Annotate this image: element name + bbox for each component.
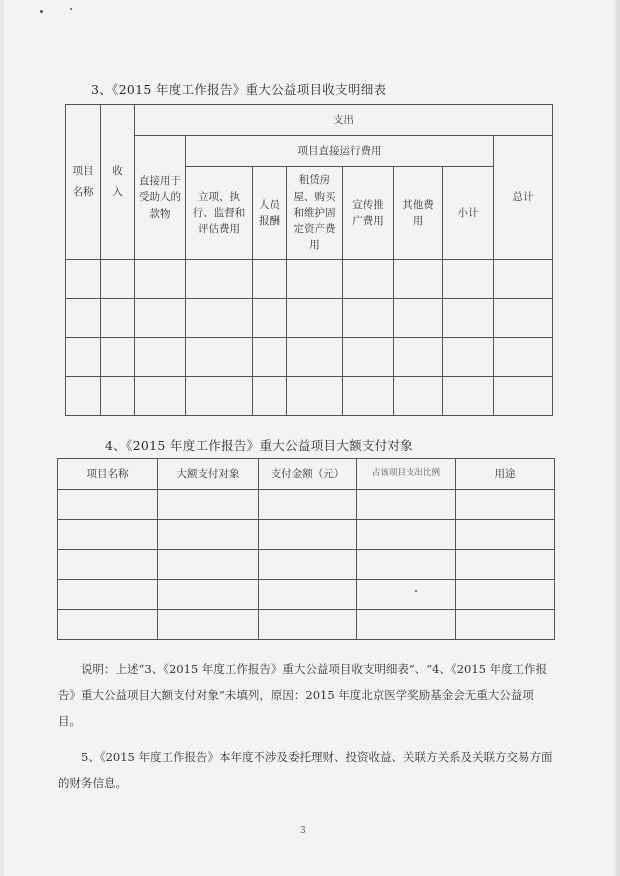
- header-running-costs: 项目直接运行费用: [186, 136, 494, 167]
- table-row: [58, 490, 555, 520]
- table-row: [58, 610, 555, 640]
- header-amount: 支付金额（元）: [259, 459, 357, 490]
- header-subtotal: 小计: [443, 167, 494, 260]
- header-setup-costs: 立项、执行、监督和评估费用: [186, 167, 253, 260]
- header-ratio: 占该项目支出比例: [357, 459, 456, 490]
- header-direct-aid: 直接用于受助人的款物: [135, 136, 186, 260]
- header-payee: 大额支付对象: [158, 459, 259, 490]
- section4-heading: 4、《2015 年度工作报告》重大公益项目大额支付对象: [105, 438, 414, 453]
- scan-edge-right: [612, 0, 620, 876]
- table-row: [66, 377, 553, 416]
- explanatory-note: 说明：上述“3、《2015 年度工作报告》重大公益项目收支明细表”、“4、《2015 年度工作报告》重大公益项目大额支付对象”未填列，原因：2015 年度北京医学奖励基金会无重大公益项目。: [58, 662, 548, 728]
- scan-edge-left: [0, 0, 4, 876]
- table-row: [66, 260, 553, 299]
- section3-heading: 3、《2015 年度工作报告》重大公益项目收支明细表: [91, 82, 387, 97]
- header-promotion: 宣传推广费用: [343, 167, 394, 260]
- section5-text: 5、《2015 年度工作报告》本年度不涉及委托理财、投资收益、关联方关系及关联方交易方面的财务信息。: [58, 750, 553, 790]
- table-row: [58, 580, 555, 610]
- header-total: 总计: [494, 136, 553, 260]
- header-other-costs: 其他费用: [394, 167, 443, 260]
- income-expense-table: [65, 104, 553, 416]
- scan-speck: [70, 8, 72, 10]
- table-row: [58, 520, 555, 550]
- header-purpose: 用途: [456, 459, 555, 490]
- table-row: [66, 299, 553, 338]
- large-payment-table: [57, 458, 555, 640]
- scan-speck: [40, 10, 43, 13]
- header-expense: 支出: [135, 105, 553, 136]
- header-project-name: 项目名称: [66, 105, 101, 260]
- table-row: [66, 338, 553, 377]
- table-row: [58, 550, 555, 580]
- header-staff-pay: 人员报酬: [253, 167, 287, 260]
- page-number: 3: [300, 826, 306, 836]
- header-income: 收入: [101, 105, 135, 260]
- header-project-name: 项目名称: [58, 459, 158, 490]
- header-rent-assets: 租赁房屋、购买和维护固定资产费用: [287, 167, 343, 260]
